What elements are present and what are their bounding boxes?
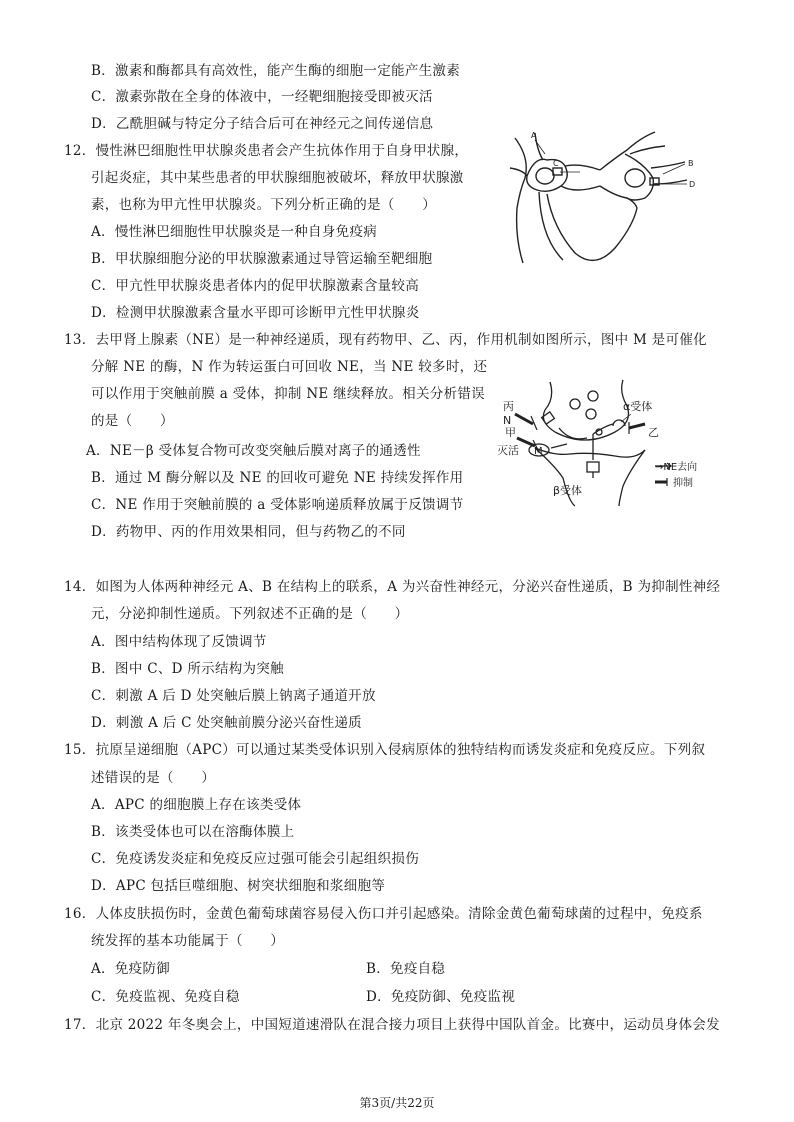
q14-stem-line1: 14．如图为人体两种神经元 A、B 在结构上的联系，A 为兴奋性神经元，分泌兴奋性递质，B 为抑制性神经 (64, 579, 721, 595)
q16-option-c: C．免疫监视、免疫自稳 (91, 989, 240, 1005)
q15-option-c: C．免疫诱发炎症和免疫反应过强可能会引起组织损伤 (91, 851, 420, 867)
q16-stem-line1: 16．人体皮肤损伤时，金黄色葡萄球菌容易侵入伤口并引起感染。清除金黄色葡萄球菌的过程中，免疫系 (64, 906, 703, 922)
neuron-label-a: A (531, 131, 537, 140)
q14-option-c: C．刺激 A 后 D 处突触后膜上钠离子通道开放 (91, 688, 376, 704)
synapse-label-bing: 丙 (503, 400, 514, 413)
q12-option-d: D．检测甲状腺激素含量水平即可诊断甲亢性甲状腺炎 (91, 305, 420, 321)
q16-option-d: D．免疫防御、免疫监视 (366, 989, 516, 1005)
q14-option-b: B．图中 C、D 所示结构为突触 (91, 661, 284, 677)
synapse-label-miehuo: 灭活 (497, 444, 519, 457)
q11-option-d: D．乙酰胆碱与特定分子结合后可在神经元之间传递信息 (91, 116, 434, 132)
q15-stem-line1: 15．抗原呈递细胞（APC）可以通过某类受体识别入侵病原体的独特结构而诱发炎症和免疫反应。下列叙 (64, 742, 706, 758)
q12-stem-line2: 引起炎症，其中某些患者的甲状腺细胞被破坏，释放甲状腺激 (91, 170, 464, 186)
neuron-label-d: D (689, 180, 696, 189)
q15-stem-line2: 述错误的是（ ） (91, 770, 216, 786)
q16-option-a: A．免疫防御 (91, 961, 171, 977)
q12-option-c: C．甲亢性甲状腺炎患者体内的促甲状腺激素含量较高 (91, 278, 420, 294)
q13-stem-line1: 13．去甲肾上腺素（NE）是一种神经递质，现有药物甲、乙、丙，作用机制如图所示，图中 M 是可催化 (64, 332, 707, 348)
q14-stem-line2: 元，分泌抑制性递质。下列叙述不正确的是（ ） (91, 606, 409, 622)
q16-option-b: B．免疫自稳 (366, 961, 446, 977)
q14-option-a: A．图中结构体现了反馈调节 (91, 634, 267, 650)
synapse-label-alpha: α受体 (623, 400, 653, 413)
page-number: 第3页/共22页 (359, 1096, 435, 1110)
q11-option-b: B．激素和酶都具有高效性，能产生酶的细胞一定能产生激素 (91, 63, 461, 79)
synapse-label-n: N (503, 414, 512, 427)
synapse-label-beta: β受体 (553, 484, 583, 497)
q12-option-a: A．慢性淋巴细胞性甲状腺炎是一种自身免疫病 (91, 224, 378, 240)
q12-stem-line3: 素，也称为甲亢性甲状腺炎。下列分析正确的是（ ） (91, 197, 436, 213)
q13-stem-line3: 可以作用于突触前膜 a 受体，抑制 NE 继续释放。相关分析错误 (91, 386, 485, 402)
neuron-label-c: C (553, 159, 559, 168)
q12-stem-line1: 12．慢性淋巴细胞性甲状腺炎患者会产生抗体作用于自身甲状腺， (64, 143, 469, 159)
q17-stem-line1: 17．北京 2022 年冬奥会上，中国短道速滑队在混合接力项目上获得中国队首金。比赛中，运动员身体会发 (64, 1017, 720, 1033)
neuron-label-b: B (688, 159, 694, 168)
q15-option-a: A．APC 的细胞膜上存在该类受体 (91, 797, 302, 813)
q15-option-b: B．该类受体也可以在溶酶体膜上 (91, 824, 295, 840)
q12-option-b: B．甲状腺细胞分泌的甲状腺激素通过导管运输至靶细胞 (91, 251, 433, 267)
q14-option-d: D．刺激 A 后 C 处突触前膜分泌兴奋性递质 (91, 715, 362, 731)
synapse-figure (495, 378, 725, 508)
q13-stem-line2: 分解 NE 的酶，N 作为转运蛋白可回收 NE，当 NE 较多时，还 (91, 359, 488, 375)
q13-option-d: D．药物甲、丙的作用效果相同，但与药物乙的不同 (91, 524, 406, 540)
q13-stem-line4: 的是（ ） (91, 413, 174, 429)
synapse-label-m: M (534, 446, 543, 457)
synapse-legend-inhibit: 抑制 (673, 478, 693, 489)
synapse-legend-direction: →NE去向 (655, 462, 698, 473)
q13-option-b: B．通过 M 酶分解以及 NE 的回收可避免 NE 持续发挥作用 (91, 470, 464, 486)
synapse-label-yi: 乙 (648, 426, 659, 439)
neuron-figure (505, 128, 705, 270)
synapse-label-jia: 甲 (505, 426, 516, 439)
q13-option-c: C．NE 作用于突触前膜的 a 受体影响递质释放属于反馈调节 (91, 497, 464, 513)
q16-stem-line2: 统发挥的基本功能属于（ ） (91, 933, 285, 949)
q11-option-c: C．激素弥散在全身的体液中，一经靶细胞接受即被灭活 (91, 89, 433, 105)
q13-option-a: A．NE－β 受体复合物可改变突触后膜对离子的通透性 (86, 443, 421, 459)
q15-option-d: D．APC 包括巨噬细胞、树突状细胞和浆细胞等 (91, 878, 386, 894)
